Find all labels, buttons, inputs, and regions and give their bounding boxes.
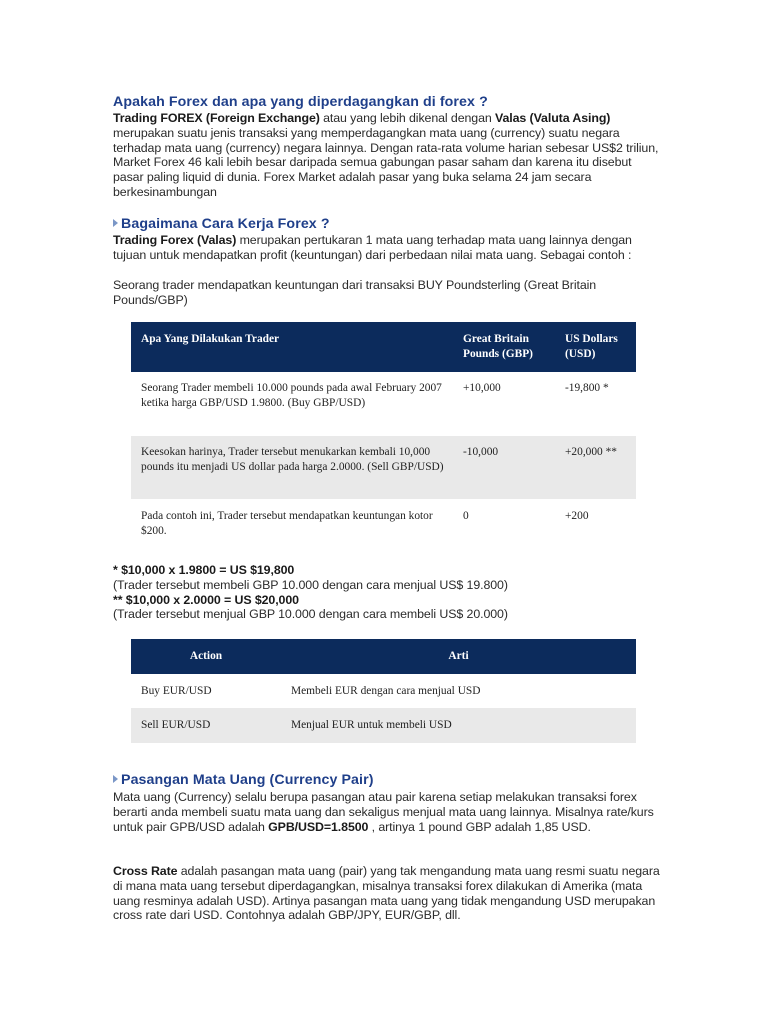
paragraph-cross-rate — [113, 864, 661, 923]
paragraph-text: merupakan suatu jenis transaksi yang memperdagangkan mata uang (currency) suatu negara terhadap mata uang (currency) negara lainnya. Dengan rata-rata volume harian sebesar US$2 triliun, Market Forex 46 kali lebih besar daripada semua gabungan pasar saham dan karena itu disebut pasar paling liquid di dunia. Forex Market adalah pasar yang buka selama 24 jam secara berkesinambungan — [113, 125, 659, 199]
header-action: Action — [131, 639, 281, 674]
paragraph-forex-trading — [113, 233, 661, 263]
paragraph-text: adalah pasangan mata uang (pair) yang tak mengandung mata uang resmi suatu negara di mana mata uang tersebut diperdagangkan, misalnya transaksi forex dilakukan di Amerika (mata uang resminya adalah USD). Artinya pasangan mata uang yang tidak mengandung USD merupakan cross rate dari USD. Contohnya adalah GBP/JPY, EUR/GBP, dll. — [113, 864, 660, 923]
table-row — [131, 674, 636, 708]
paragraph-text: , artinya 1 pound GBP adalah 1,85 USD. — [368, 819, 591, 834]
bold-term-trading-forex: Trading FOREX (Foreign Exchange) — [113, 111, 320, 125]
table-cell: Membeli EUR dengan cara menjual USD — [291, 684, 481, 697]
paragraph-example-intro: Seorang trader mendapatkan keuntungan dari transaksi BUY Poundsterling (Great Britain Pounds/GBP) — [113, 278, 597, 307]
heading-text: Apakah Forex dan apa yang diperdagangkan di forex ? — [113, 94, 488, 110]
table-row — [131, 708, 636, 743]
header-usd: US Dollars (USD) — [557, 322, 636, 372]
note-formula-2: ** $10,000 x 2.0000 = US $20,000 — [113, 592, 299, 607]
table-cell: Menjual EUR untuk membeli USD — [281, 708, 636, 743]
note-explanation-1: (Trader tersebut membeli GBP 10.000 dengan cara menjual US$ 19.800) — [113, 577, 508, 592]
paragraph-text: atau yang lebih dikenal dengan — [319, 111, 496, 125]
table-cell: +10,000 — [463, 382, 501, 394]
table-cell: Buy EUR/USD — [141, 684, 212, 697]
bold-term-valas: Valas (Valuta Asing) — [495, 111, 611, 125]
paragraph-text: Mata uang (Currency) selalu berupa pasangan atau pair karena setiap melakukan transaksi forex berarti anda membeli suatu mata uang dan sekaligus menjual mata uang lainnya. Misalnya rate/kurs untuk pair GPB/USD adalah — [113, 790, 654, 834]
note-explanation-2: (Trader tersebut menjual GBP 10.000 dengan cara membeli US$ 20.000) — [113, 607, 508, 622]
triangle-bullet-icon — [113, 219, 118, 227]
triangle-bullet-icon — [113, 775, 118, 783]
table-cell: Seorang Trader membeli 10.000 pounds pada awal February 2007 ketika harga GBP/USD 1.9800. (Buy GBP/USD) — [141, 382, 442, 409]
table-header-row — [131, 322, 636, 372]
heading-text: Bagaimana Cara Kerja Forex ? — [121, 216, 330, 232]
table-cell: -19,800 * — [565, 382, 609, 394]
table-header-row — [131, 639, 636, 674]
paragraph-forex-definition — [113, 111, 661, 200]
table-cell: +20,000 ** — [557, 436, 636, 499]
paragraph-currency-pair — [113, 790, 661, 834]
header-gbp: Great Britain Pounds (GBP) — [455, 322, 557, 372]
bold-term-cross-rate: Cross Rate — [113, 864, 178, 878]
trade-example-table — [131, 322, 636, 549]
section-heading-currency-pair — [113, 772, 374, 788]
section-heading-what-is-forex — [113, 94, 488, 110]
table-cell: +200 — [565, 510, 589, 522]
table-cell: Keesokan harinya, Trader tersebut menukarkan kembali 10,000 pounds itu menjadi US dollar pada harga 2.0000. (Sell GBP/USD) — [131, 436, 455, 499]
table-cell: 0 — [463, 510, 469, 522]
table-cell: Sell EUR/USD — [131, 708, 281, 743]
calculation-notes — [113, 563, 661, 622]
bold-term-trading-valas: Trading Forex (Valas) — [113, 233, 237, 247]
paragraph-text: merupakan pertukaran 1 mata uang terhadap mata uang lainnya dengan tujuan untuk mendapatkan profit (keuntungan) dari perbedaan nilai mata uang. Sebagai contoh : — [113, 233, 632, 262]
section-heading-how-forex-works — [113, 216, 330, 232]
table-cell: -10,000 — [455, 436, 557, 499]
bold-rate-example: GPB/USD=1.8500 — [268, 819, 369, 834]
table-row — [131, 499, 636, 549]
action-meaning-table — [131, 639, 636, 743]
heading-text: Pasangan Mata Uang (Currency Pair) — [121, 772, 374, 788]
table-row — [131, 436, 636, 499]
note-formula-1: * $10,000 x 1.9800 = US $19,800 — [113, 563, 295, 577]
header-trader-action: Apa Yang Dilakukan Trader — [131, 322, 455, 372]
header-arti: Arti — [281, 639, 636, 674]
table-row — [131, 372, 636, 436]
table-cell: Pada contoh ini, Trader tersebut mendapatkan keuntungan kotor $200. — [141, 510, 433, 537]
